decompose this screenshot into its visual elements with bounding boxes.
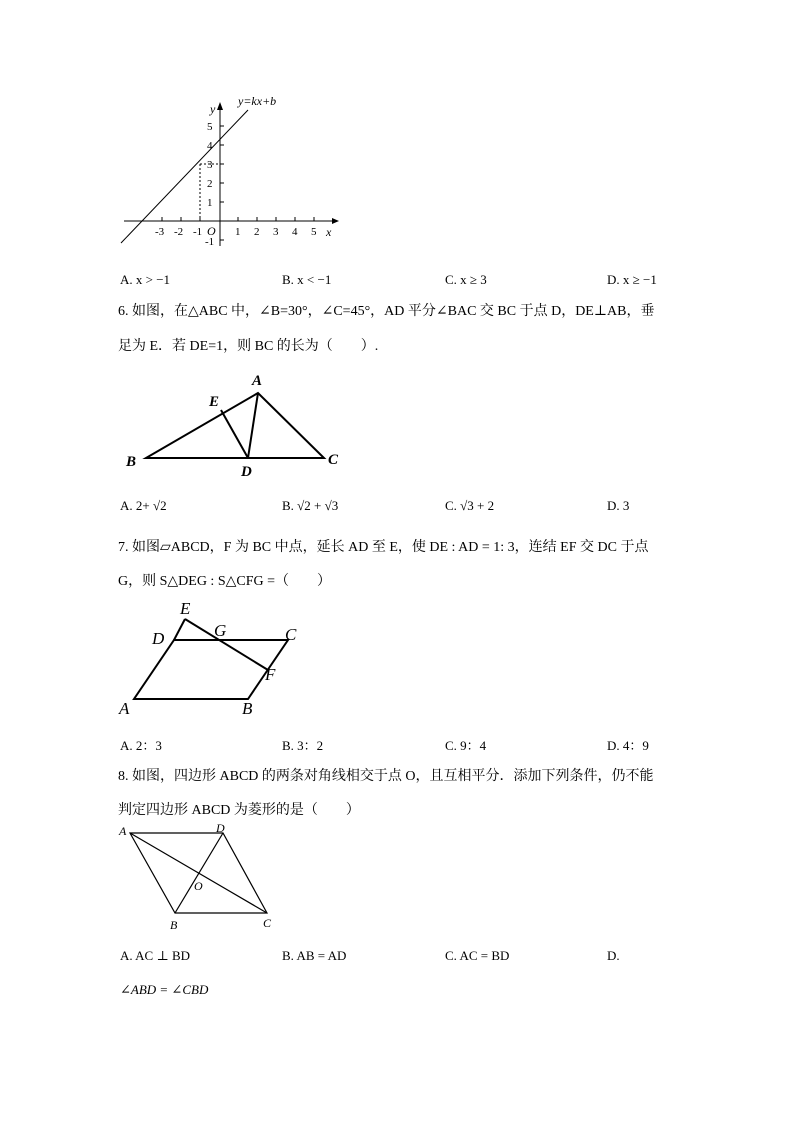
- q6-option-d[interactable]: D. 3: [607, 498, 630, 513]
- q8-option-b[interactable]: B. AB = AD: [282, 948, 347, 963]
- q8-figure: [112, 820, 287, 935]
- svg-text:D: D: [241, 464, 252, 480]
- svg-text:1: 1: [235, 226, 241, 238]
- svg-text:3: 3: [207, 159, 213, 171]
- q7-option-a[interactable]: A. 2：3: [120, 738, 162, 753]
- svg-text:5: 5: [207, 121, 213, 133]
- svg-text:C: C: [328, 452, 339, 468]
- q7-option-c[interactable]: C. 9：4: [445, 738, 487, 753]
- q5-option-b[interactable]: B. x < −1: [282, 272, 332, 287]
- svg-text:A: A: [119, 699, 130, 718]
- q5-function-line: [121, 110, 248, 243]
- q8-option-a[interactable]: A. AC ⊥ BD: [120, 948, 191, 963]
- q8-option-d[interactable]: D.: [607, 948, 620, 963]
- svg-text:D: D: [216, 821, 225, 835]
- q6-option-a[interactable]: A. 2+ √2: [120, 498, 167, 513]
- svg-text:G: G: [214, 621, 227, 640]
- q8-question-line2: 判定四边形 ABCD 为菱形的是（ ）: [118, 803, 360, 818]
- q7-figure: [115, 596, 315, 721]
- svg-text:E: E: [209, 394, 220, 410]
- svg-text:y: y: [210, 102, 216, 116]
- svg-text:-1: -1: [193, 226, 203, 238]
- svg-text:C: C: [263, 916, 272, 930]
- svg-text:B: B: [242, 699, 253, 718]
- svg-text:B: B: [126, 454, 137, 470]
- q6-option-b[interactable]: B. √2 + √3: [282, 498, 339, 513]
- q6-option-c[interactable]: C. √3 + 2: [445, 498, 495, 513]
- q8-option-d-text[interactable]: ∠ABD = ∠CBD: [120, 982, 209, 997]
- svg-text:C: C: [285, 625, 297, 644]
- q7-question-line2: G，则 S△DEG : S△CFG =（ ）: [118, 574, 332, 589]
- svg-text:4: 4: [207, 140, 213, 152]
- svg-text:E: E: [180, 599, 191, 618]
- q7-question-line1: 7. 如图▱ABCD，F 为 BC 中点，延长 AD 至 E，使 DE : AD = 1: 3，连结 EF 交 DC 于点: [118, 540, 649, 555]
- svg-text:4: 4: [292, 226, 298, 238]
- q7-option-b[interactable]: B. 3：2: [282, 738, 324, 753]
- q7-option-d[interactable]: D. 4：9: [607, 738, 649, 753]
- svg-text:-2: -2: [174, 226, 184, 238]
- q6-question-line2: 足为 E．若 DE=1，则 BC 的长为（ ）.: [118, 339, 379, 354]
- q5-option-c[interactable]: C. x ≥ 3: [445, 272, 487, 287]
- q5-graph: [110, 88, 350, 258]
- q8-question-line1: 8. 如图，四边形 ABCD 的两条对角线相交于点 O，且互相平分．添加下列条件，仍不能: [118, 769, 654, 784]
- svg-text:-3: -3: [155, 226, 165, 238]
- svg-text:A: A: [252, 373, 263, 389]
- svg-text:F: F: [265, 665, 276, 684]
- q6-question-line1: 6. 如图，在△ABC 中，∠B=30°，∠C=45°，AD 平分∠BAC 交 BC 于点 D，DE⊥AB，垂: [118, 304, 655, 319]
- q8-option-c[interactable]: C. AC = BD: [445, 948, 510, 963]
- svg-text:2: 2: [207, 178, 213, 190]
- svg-text:5: 5: [311, 226, 317, 238]
- svg-text:-1: -1: [205, 236, 215, 248]
- svg-text:x: x: [326, 225, 332, 239]
- svg-text:O: O: [194, 879, 203, 893]
- q5-option-a[interactable]: A. x > −1: [120, 272, 171, 287]
- q5-option-d[interactable]: D. x ≥ −1: [607, 272, 657, 287]
- q6-figure: [120, 365, 350, 485]
- svg-text:O: O: [207, 224, 216, 238]
- svg-text:B: B: [170, 918, 178, 932]
- svg-text:1: 1: [207, 197, 213, 209]
- svg-text:D: D: [152, 629, 165, 648]
- svg-text:3: 3: [273, 226, 279, 238]
- svg-text:2: 2: [254, 226, 260, 238]
- q5-line-label: y=kx+b: [238, 94, 277, 108]
- svg-text:A: A: [119, 824, 127, 838]
